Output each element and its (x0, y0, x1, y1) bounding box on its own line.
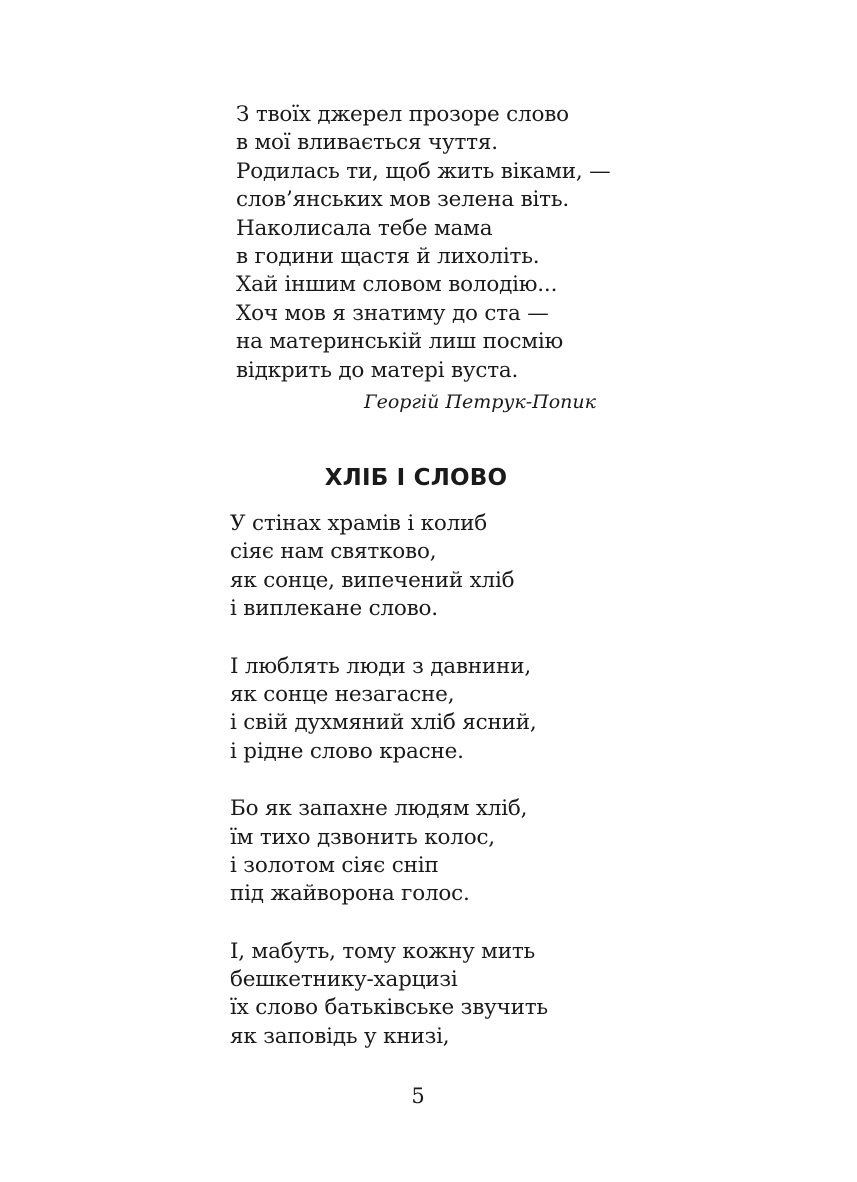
poem-2-title: ХЛІБ І СЛОВО (324, 465, 508, 491)
poem-2-line: Бо як запахне людям хліб, (230, 796, 528, 822)
poem-2-line: У стінах храмів і колиб (230, 511, 487, 536)
poem-2-line: під жайворона голос. (230, 881, 470, 907)
poem-1-line: Хоч мов я знатиму до ста — (236, 300, 549, 326)
poem-1-line: на материнській лиш посмію (236, 329, 564, 355)
poem-1-line: Наколисала тебе мама (236, 215, 493, 241)
poem-2-line: як сонце незагасне, (230, 681, 455, 707)
poem-1 (236, 101, 656, 385)
page-number: 5 (411, 1084, 425, 1108)
poem-1-line: Хай іншим словом володію... (236, 272, 558, 298)
poem-1-line: Родилась ти, щоб жить віками, — (236, 158, 611, 184)
poem-2-line: і виплекане слово. (230, 596, 438, 622)
poem-1-line: в мої вливається чуття. (236, 130, 498, 156)
poem-2-line: сіяє нам святково, (230, 539, 437, 565)
stanza (230, 653, 670, 767)
poem-2-line: І люблять люди з давнини, (230, 653, 531, 679)
poem-2-line: І, мабуть, тому кожну мить (230, 938, 536, 964)
stanza (230, 938, 670, 1052)
poem-2-line: і золотом сіяє сніп (230, 852, 439, 878)
poem-2-line: як заповідь у книзі, (230, 1023, 450, 1049)
poem-1-line: слов’янських мов зелена віть. (236, 187, 569, 213)
poem-2-line: і свій духмяний хліб ясний, (230, 710, 537, 736)
stanza (230, 510, 670, 624)
poem-2-line: їх слово батьківське звучить (230, 995, 548, 1021)
poem-2-line: бешкетнику-харцизі (230, 967, 458, 993)
poem-2-line: як сонце, випечений хліб (230, 567, 515, 593)
poem-1-author: Георгій Петрук-Попик (364, 391, 596, 413)
poem-2-line: і рідне слово красне. (230, 738, 464, 764)
poem-2-line: їм тихо дзвонить колос, (230, 824, 495, 850)
poem-1-line: З твоїх джерел прозоре слово (236, 102, 569, 127)
poem-1-line: відкрить до матері вуста. (236, 357, 519, 383)
poem-2 (230, 510, 670, 1080)
poem-1-line: в години щастя й лихоліть. (236, 243, 540, 269)
stanza (230, 795, 670, 909)
